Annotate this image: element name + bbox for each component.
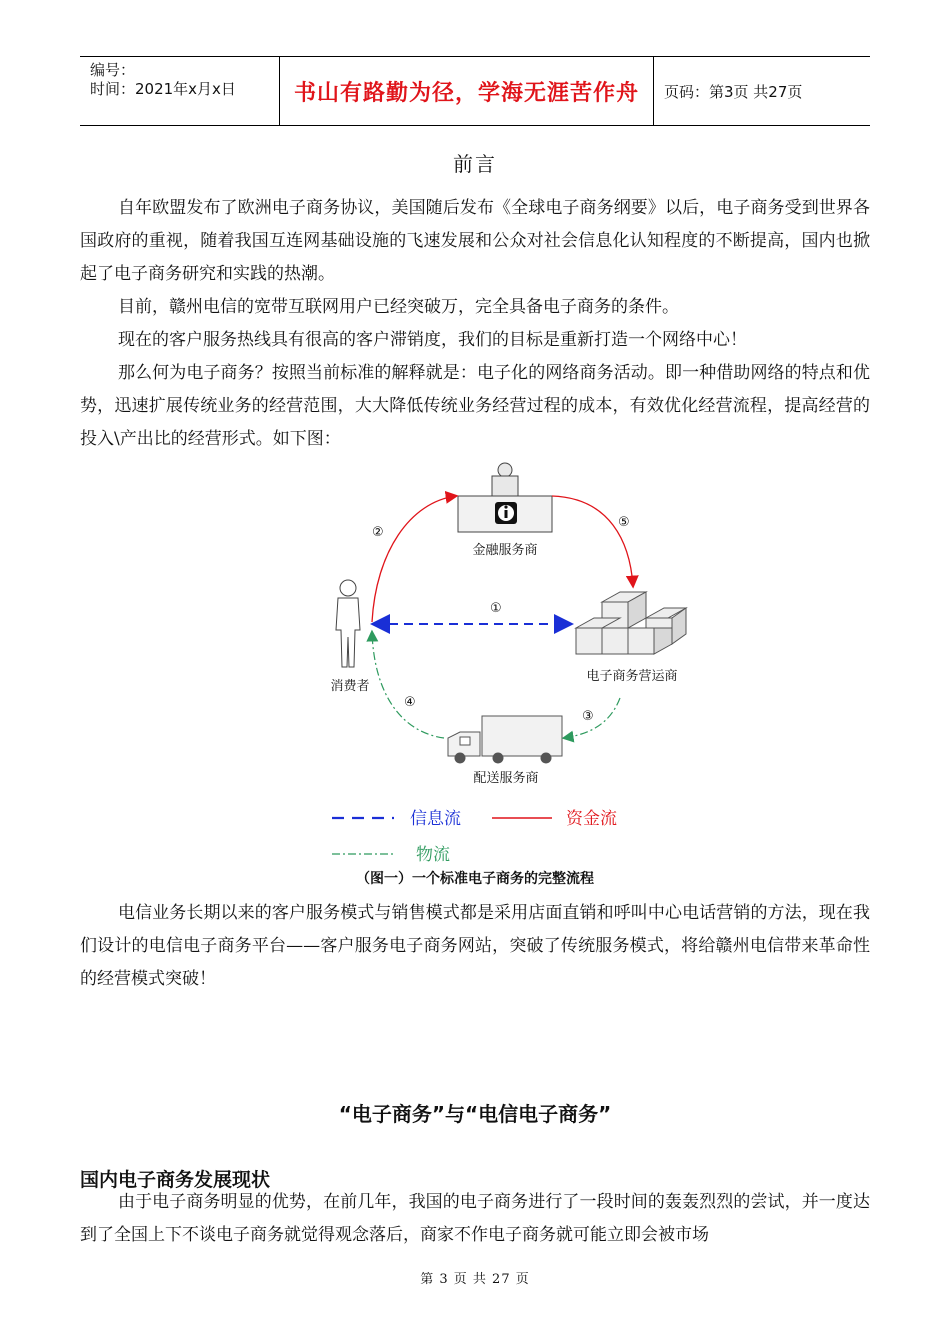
- delivery-node: [448, 716, 562, 786]
- code-label: 编号：: [90, 61, 136, 79]
- consumer-node: [330, 580, 369, 694]
- step-1-label: ①: [490, 601, 502, 616]
- subsection-title: 国内电子商务发展现状: [80, 1169, 271, 1191]
- header-table: [80, 56, 870, 126]
- consumer-label: 消费者: [330, 679, 370, 694]
- header-motto: 书山有路勤为径，学海无涯苦作舟: [280, 57, 654, 125]
- header-meta: [80, 57, 280, 125]
- paragraph-6: 由于电子商务明显的优势，在前几年，我国的电子商务进行了一段时间的轰轰烈烈的尝试，并一度达到了全国上下不谈电子商务就觉得观念落后，商家不作电子商务就可能立即会被市场: [80, 1192, 870, 1245]
- paragraph-5: 电信业务长期以来的客户服务模式与销售模式都是采用店面直销和呼叫中心电话营销的方法，现在我们设计的电信电子商务平台——客户服务电子商务网站，突破了传统服务模式，将给赣州电信带来革命性的经营模式突破！: [80, 903, 870, 989]
- paragraph-1: 自年欧盟发布了欧洲电子商务协议，美国随后发布《全球电子商务纲要》以后，电子商务受到世界各国政府的重视，随着我国互连网基础设施的飞速发展和公众对社会信息化认知程度的不断提高，国内也掀起了电子商务研究和实践的热潮。: [80, 198, 870, 284]
- operator-label: 电子商务营运商: [586, 669, 678, 684]
- paragraph-3: 现在的客户服务热线具有很高的客户滞销度，我们的目标是重新打造一个网络中心！: [118, 330, 747, 350]
- operator-node: [576, 592, 686, 684]
- legend-money-label: 资金流: [566, 809, 617, 829]
- legend-info-label: 信息流: [410, 809, 461, 829]
- step-4-label: ④: [404, 695, 416, 710]
- legend-logistics-label: 物流: [416, 845, 450, 865]
- money-flow-finance-to-operator: [552, 496, 633, 586]
- step-2-label: ②: [372, 525, 384, 540]
- ecommerce-flow-diagram: [320, 462, 720, 872]
- step-3-label: ③: [582, 709, 594, 724]
- money-flow-consumer-to-finance: [372, 496, 456, 622]
- step-5-label: ⑤: [618, 515, 630, 530]
- paragraph-2: 目前，赣州电信的宽带互联网用户已经突破万，完全具备电子商务的条件。: [118, 297, 679, 317]
- header-page-info: 页码：第3页 共27页: [664, 82, 803, 101]
- section-title: “电子商务”与“电信电子商务”: [338, 1102, 612, 1126]
- delivery-label: 配送服务商: [473, 771, 539, 786]
- page-footer: 第 3 页 共 27 页: [420, 1272, 530, 1287]
- paragraph-4: 那么何为电子商务？按照当前标准的解释就是：电子化的网络商务活动。即一种借助网络的特点和优势，迅速扩展传统业务的经营范围，大大降低传统业务经营过程的成本，有效优化经营流程，提高经营的投入\产出比的经营形式。如下图：: [80, 363, 870, 449]
- page-title: 前言: [453, 152, 497, 176]
- diagram-legend: [332, 809, 617, 865]
- logistics-flow-delivery-to-consumer: [372, 632, 444, 738]
- time-label: 时间：2021年x月x日: [90, 80, 236, 98]
- finance-node: [458, 463, 552, 558]
- figure-caption: （图一）一个标准电子商务的完整流程: [356, 871, 594, 887]
- finance-label: 金融服务商: [472, 543, 538, 558]
